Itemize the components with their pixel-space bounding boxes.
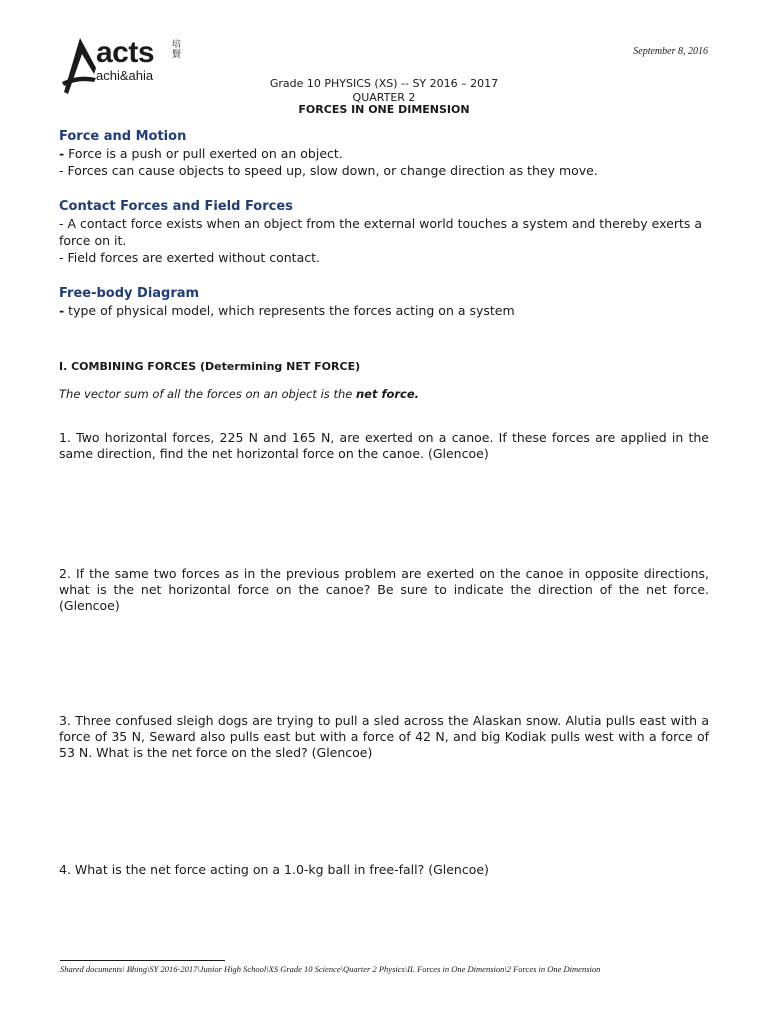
question-4: 4. What is the net force acting on a 1.0-kg ball in free-fall? (Glencoe) [59, 862, 489, 877]
section-heading: Free-body Diagram [59, 286, 200, 301]
document-date: September 8, 2016 [633, 46, 708, 57]
logo-sub-text: achi&ahia [96, 68, 154, 83]
question-2: 2. If the same two forces as in the previous problem are exerted on the canoe in opposite directions, what is the net horizontal force on the canoe? Be sure to indicate the direction of the net force. (Glencoe) [59, 566, 709, 613]
list-item: - Forces can cause objects to speed up, slow down, or change direction as they move. [59, 163, 598, 178]
section-force-motion [59, 128, 709, 179]
footer-file-path: Shared documents\ Bhing\SY 2016-2017\Junior High School\XS Grade 10 Science\Quarter 2 Physics\II. Forces in One Dimension\2 Forces in One Dimension [60, 964, 601, 974]
net-force-definition: The vector sum of all the forces on an object is the net force. [59, 387, 420, 401]
quarter-label: QUARTER 2 [352, 91, 416, 104]
section-heading: Force and Motion [59, 129, 187, 144]
list-item: - Force is a push or pull exerted on an object. [59, 146, 343, 161]
part-one-heading: I. COMBINING FORCES (Determining NET FORCE) [59, 360, 361, 373]
logo-main-text: acts [96, 36, 155, 69]
course-title: Grade 10 PHYSICS (XS) -- SY 2016 – 2017 [269, 77, 499, 90]
footer-divider [60, 960, 225, 961]
question-3: 3. Three confused sleigh dogs are trying to pull a sled across the Alaskan snow. Alutia pulls east with a force of 35 N, Seward also pulls east but with a force of 42 N, and big Kodiak pulls west with a force of 53 N. What is the net force on the sled? (Glencoe) [59, 713, 709, 760]
logo-cjk-text: 培賢 [172, 40, 182, 60]
section-heading: Contact Forces and Field Forces [59, 199, 293, 214]
section-free-body-diagram [59, 285, 709, 319]
list-item: - A contact force exists when an object from the external world touches a system and thereby exerts a force on it. [59, 216, 703, 248]
topic-title: FORCES IN ONE DIMENSION [298, 103, 470, 116]
section-contact-forces [59, 198, 709, 266]
list-item: - type of physical model, which represents the forces acting on a system [59, 303, 515, 318]
list-item: - Field forces are exerted without contact. [59, 250, 320, 265]
question-1: 1. Two horizontal forces, 225 N and 165 N, are exerted on a canoe. If these forces are applied in the same direction, find the net horizontal force on the canoe. (Glencoe) [59, 430, 709, 461]
